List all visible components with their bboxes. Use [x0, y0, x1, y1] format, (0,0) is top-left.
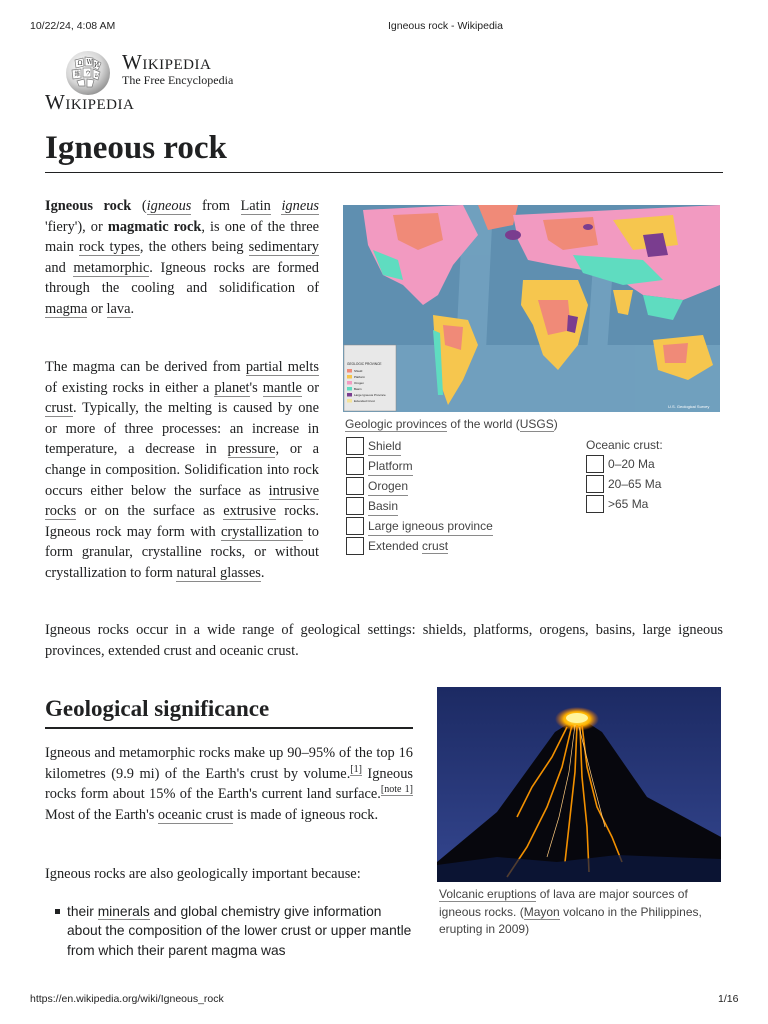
link-large-igneous-province[interactable]: Large igneous province — [368, 517, 493, 536]
text: . Typically, the melting is caused by one or more of three processes: an increase in temperature, a decrease in — [45, 400, 319, 458]
section-paragraph-1 — [45, 743, 413, 825]
link-orogen[interactable]: Orogen — [368, 477, 408, 496]
print-page-title: Igneous rock - Wikipedia — [388, 20, 503, 32]
wikipedia-wordmark-secondary: Wikipedia — [45, 90, 135, 114]
section-paragraph-2: Igneous rocks are also geologically important because: — [45, 866, 361, 882]
intro-paragraph-1 — [45, 196, 319, 320]
legend-swatch — [586, 495, 604, 513]
link-rock-types[interactable]: rock types — [78, 239, 140, 256]
link-volcanic-eruptions[interactable]: Volcanic eruptions — [439, 887, 537, 901]
map-legend-title: GEOLOGIC PROVINCE — [347, 362, 382, 366]
wikipedia-tagline: The Free Encyclopedia — [122, 73, 234, 87]
link-mayon[interactable]: Mayon — [523, 904, 560, 919]
legend-swatch — [346, 517, 364, 535]
link-basin[interactable]: Basin — [368, 497, 398, 516]
map-caption — [345, 417, 558, 431]
text: or — [87, 300, 107, 317]
legend-ocean-0-20-label: 0–20 Ma — [608, 457, 655, 471]
text: Most of the Earth's — [45, 806, 158, 823]
link-minerals[interactable]: minerals — [97, 904, 150, 919]
link-mantle[interactable]: mantle — [262, 379, 302, 396]
text: their — [67, 904, 98, 919]
section-heading-geological-significance: Geological significance — [45, 696, 270, 721]
volcano-caption — [439, 886, 723, 939]
text: . — [130, 300, 135, 317]
map-legend-lip: Large Igneous Province — [354, 393, 386, 397]
svg-text:ש: ש — [94, 72, 99, 79]
text: ( — [131, 198, 147, 214]
text: of lava are major sources of igneous rocks. ( — [439, 887, 688, 919]
link-igneous[interactable]: igneous — [146, 198, 192, 214]
legend-extended-crust-label: Extended crust — [368, 539, 449, 553]
text: from — [191, 198, 241, 214]
map-legend-extended: Extended Crust — [354, 399, 375, 403]
oceanic-crust-title: Oceanic crust: — [586, 438, 663, 452]
wikipedia-wordmark: Wikipedia — [122, 50, 212, 74]
link-crust-legend[interactable]: crust — [422, 539, 449, 553]
link-geologic-provinces[interactable]: Geologic provinces — [345, 417, 448, 431]
section-divider — [45, 727, 413, 729]
bullet-icon — [55, 909, 60, 914]
text: , the others being — [139, 239, 249, 256]
link-latin[interactable]: Latin — [240, 198, 271, 214]
text: , or a change in composition. Solidification into rock occurs either below the surface as — [45, 441, 319, 499]
link-extrusive[interactable]: extrusive — [223, 503, 276, 520]
list-item — [45, 902, 415, 960]
legend-swatch — [346, 537, 364, 555]
text: to form granular, crystalline rocks, or without crystallization to form — [45, 523, 319, 581]
bold-term-igneous-rock: Igneous rock — [45, 198, 132, 214]
text: 'fiery'), or — [45, 218, 108, 235]
text: 's — [249, 379, 263, 396]
link-usgs[interactable]: USGS — [519, 417, 554, 431]
svg-text:維: 維 — [74, 71, 81, 78]
text: or — [301, 379, 319, 396]
text: of the world ( — [447, 417, 520, 431]
text: and — [45, 259, 74, 276]
link-partial-melts[interactable]: partial melts — [245, 359, 319, 375]
link-natural-glasses[interactable]: natural glasses — [176, 564, 261, 581]
text: The magma can be derived from — [45, 359, 246, 375]
svg-text:Ω: Ω — [77, 60, 83, 67]
link-planet[interactable]: planet — [214, 379, 250, 396]
map-legend-orogen: Orogen — [354, 381, 365, 385]
bold-term-magmatic-rock: magmatic rock — [107, 218, 202, 235]
svg-text:И: И — [94, 62, 100, 69]
map-credit: U.S. Geological Survey — [668, 404, 710, 409]
link-magma[interactable]: magma — [45, 300, 88, 317]
text: ) — [553, 417, 558, 431]
link-pressure[interactable]: pressure — [227, 441, 276, 458]
legend-swatch — [346, 497, 364, 515]
legend-swatch — [346, 477, 364, 495]
importance-list — [45, 902, 415, 960]
title-divider — [45, 172, 723, 173]
link-crust[interactable]: crust — [45, 400, 73, 417]
print-url: https://en.wikipedia.org/wiki/Igneous_rock — [30, 993, 224, 1005]
link-platform[interactable]: Platform — [368, 457, 413, 476]
text: . — [260, 564, 265, 581]
legend-ocean-65-plus-label: >65 Ma — [608, 497, 649, 511]
legend-ocean-20-65-label: 20–65 Ma — [608, 477, 662, 491]
text: of existing rocks in either a — [45, 379, 215, 396]
legend-swatch — [586, 475, 604, 493]
map-legend-basin: Basin — [354, 387, 362, 391]
link-intrusive-rocks[interactable]: intrusive rocks — [45, 482, 319, 520]
map-legend-platform: Platform — [354, 375, 366, 379]
legend-swatch — [346, 457, 364, 475]
print-datetime: 10/22/24, 4:08 AM — [30, 20, 116, 32]
link-crystallization[interactable]: crystallization — [220, 523, 303, 540]
link-metamorphic[interactable]: metamorphic — [73, 259, 150, 276]
map-legend-shield: Shield — [354, 369, 363, 373]
link-shield[interactable]: Shield — [368, 437, 401, 456]
legend-swatch — [346, 437, 364, 455]
link-sedimentary[interactable]: sedimentary — [248, 239, 319, 256]
text: , is one of the three main — [45, 218, 319, 256]
text: . Igneous rocks are formed through the cooling and solidification of — [45, 259, 319, 297]
legend-swatch — [586, 455, 604, 473]
mayon-volcano-image[interactable] — [437, 687, 721, 882]
text: rocks. Igneous rock may form with — [45, 503, 319, 540]
text: volcano in the Philippines, erupting in 2009) — [439, 904, 702, 936]
citation-1[interactable]: [1] — [350, 763, 362, 775]
svg-text:W: W — [86, 59, 93, 66]
link-lava[interactable]: lava — [106, 300, 131, 317]
svg-text:ウ: ウ — [85, 70, 92, 77]
text: is made of igneous rock. — [233, 806, 379, 823]
link-igneus[interactable]: igneus — [281, 198, 320, 214]
print-page-number: 1/16 — [718, 993, 739, 1005]
text: Igneous rocks form about 15% of the Earth's current land surface. — [45, 765, 413, 803]
article-title: Igneous rock — [45, 130, 227, 166]
text: and global chemistry give information about the composition of the lower crust or upper mantle from which their parent magma was — [67, 904, 412, 958]
text: Igneous and metamorphic rocks make up 90–95% of the top 16 kilometres (9.9 mi) of the Earth's crust by volume. — [45, 745, 413, 782]
text: or on the surface as — [76, 503, 224, 520]
geologic-provinces-map[interactable] — [343, 205, 720, 412]
intro-paragraph-3: Igneous rocks occur in a wide range of geological settings: shields, platforms, orogens, basins, large igneous provinces, extended crust and oceanic crust. — [45, 622, 723, 659]
citation-note-1[interactable]: [note 1] — [380, 784, 413, 796]
link-oceanic-crust[interactable]: oceanic crust — [157, 806, 234, 823]
